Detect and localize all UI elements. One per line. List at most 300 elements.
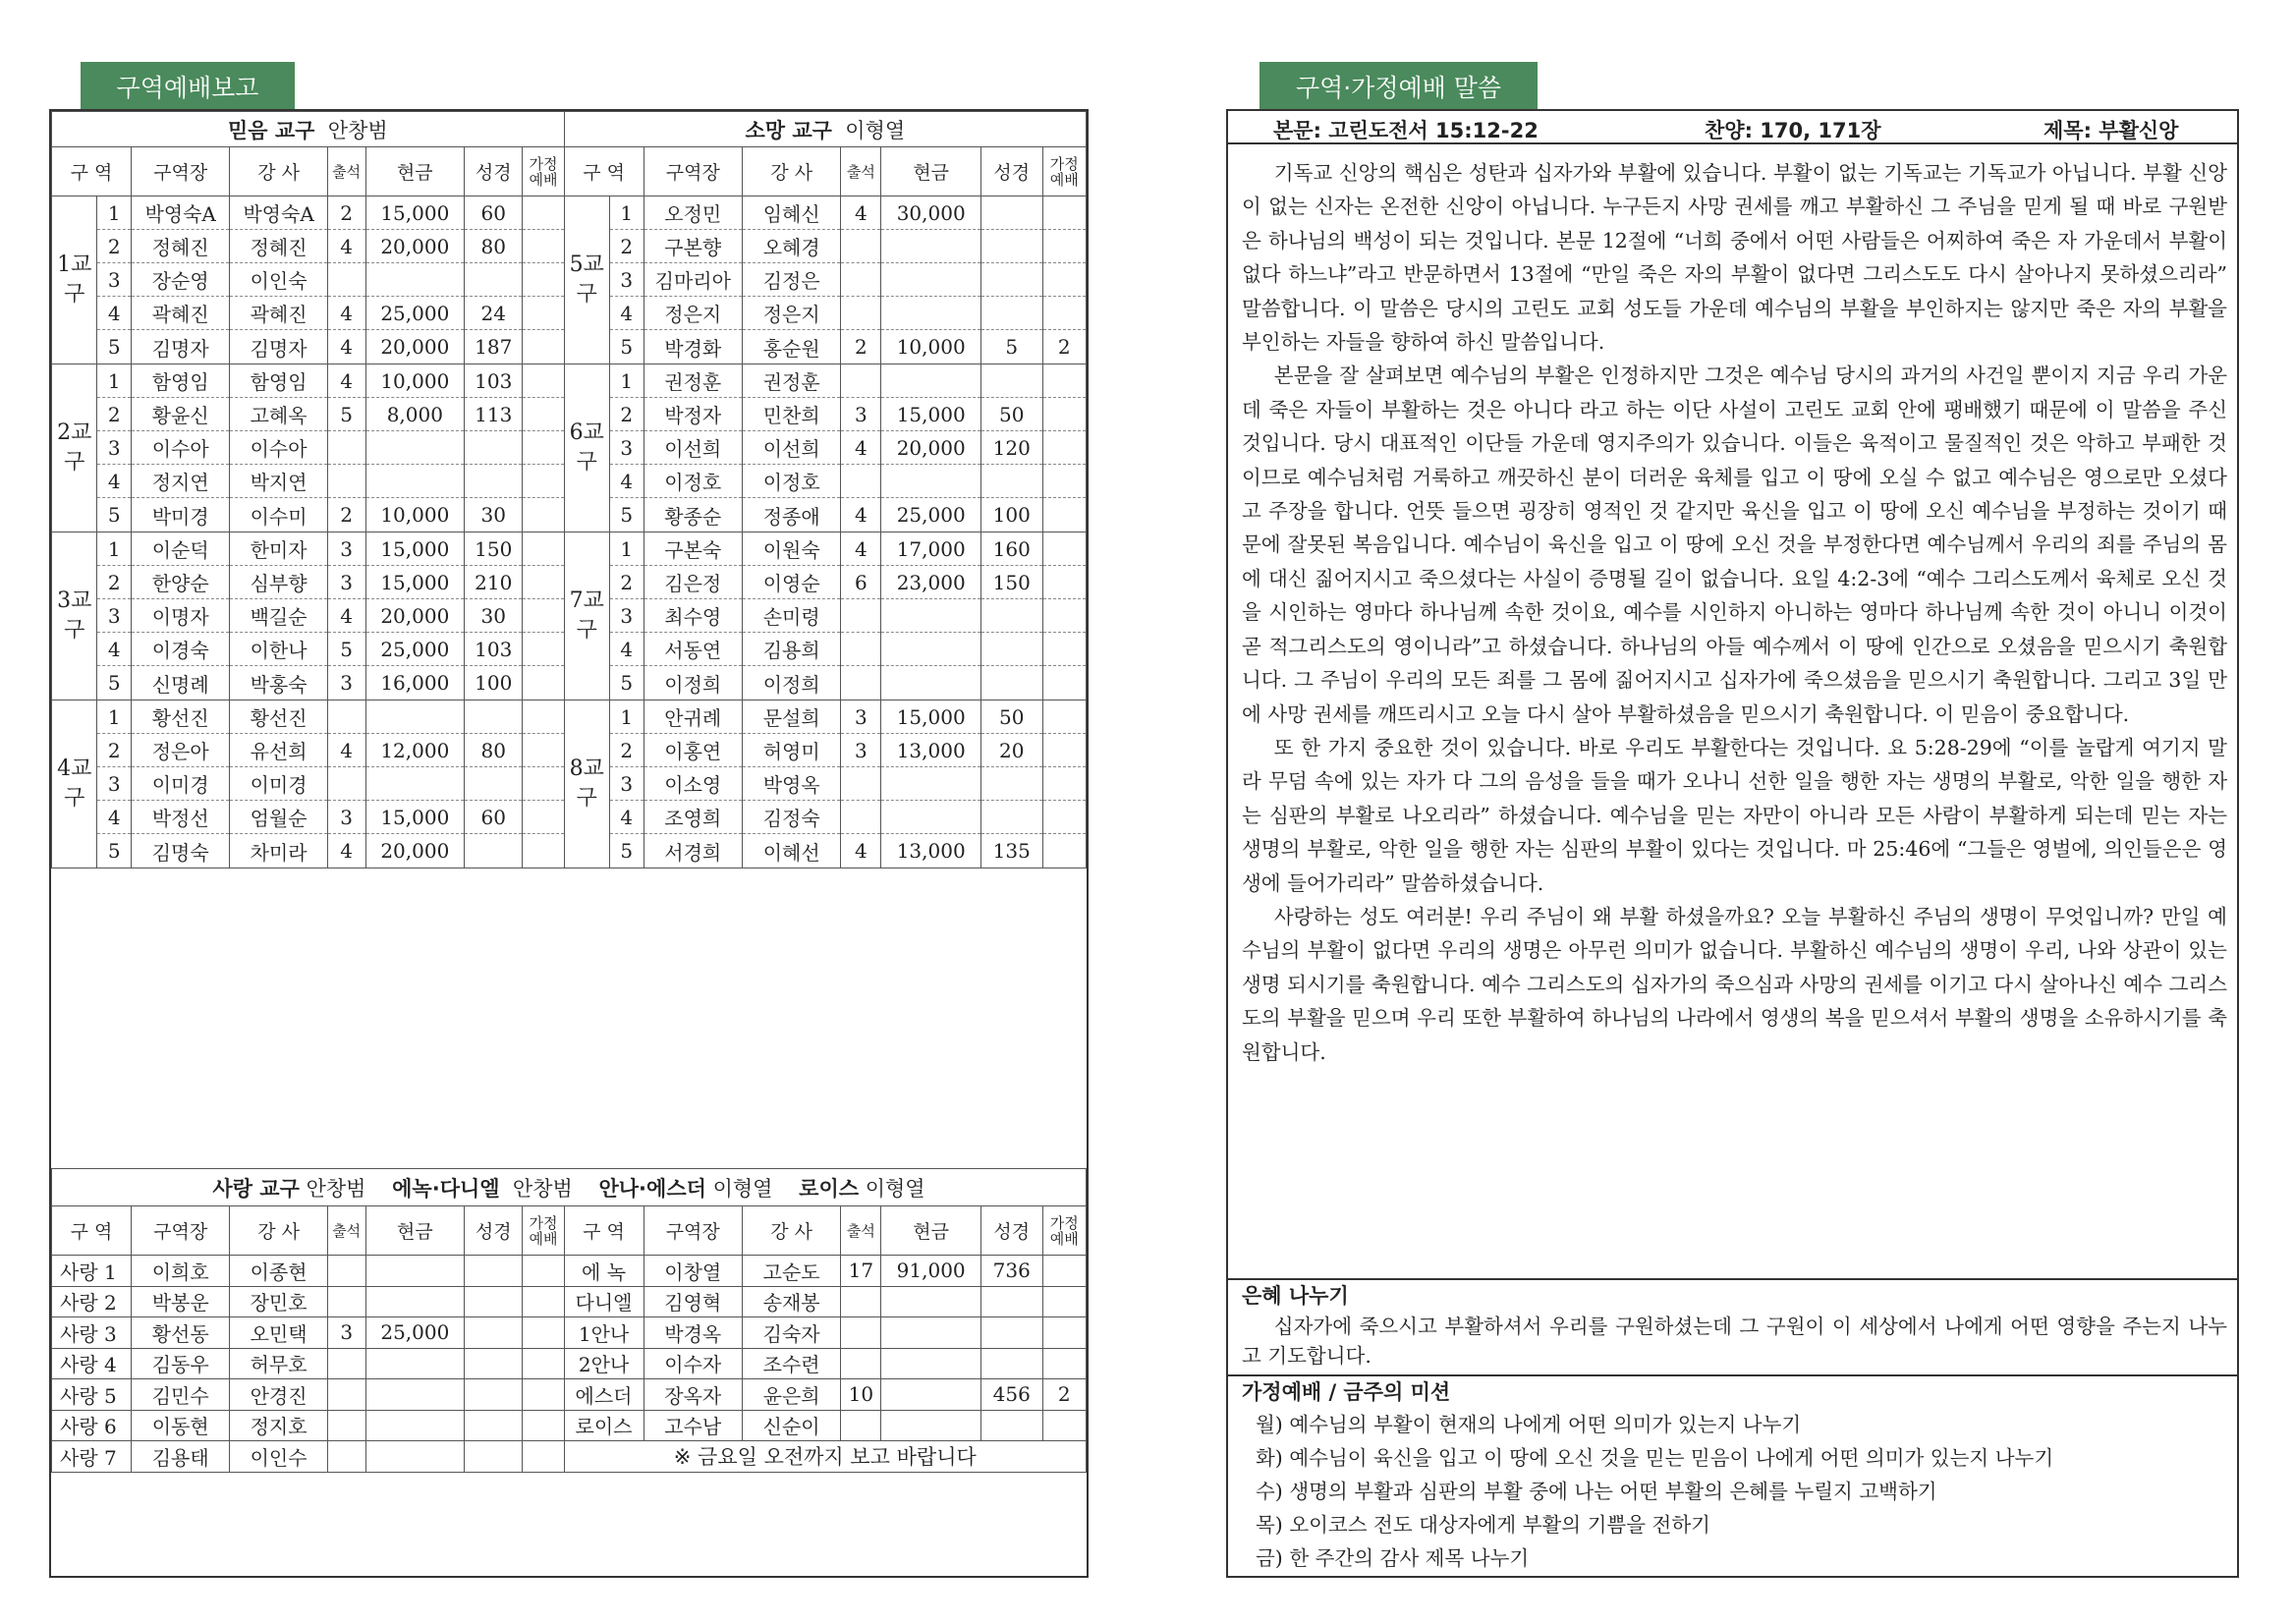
cell-n: 3 bbox=[97, 431, 132, 465]
gyogu-label: 6교구 bbox=[564, 364, 609, 532]
cell-gu2: 로이스 bbox=[564, 1410, 644, 1441]
cell-chul: 3 bbox=[327, 532, 365, 566]
header-gu: 구 역 bbox=[52, 147, 132, 196]
gyogu-label: 2교구 bbox=[52, 364, 97, 532]
cell-sung: 113 bbox=[465, 398, 523, 431]
cell-jang: 정지연 bbox=[131, 465, 229, 498]
cell-n2: 1 bbox=[610, 700, 644, 734]
table-row bbox=[52, 364, 1087, 398]
grace-title: 은혜 나누기 bbox=[1242, 1284, 1349, 1308]
cell-ga bbox=[523, 599, 564, 633]
cell-n2: 3 bbox=[610, 263, 644, 297]
cell-gangsa2: 정은지 bbox=[742, 297, 840, 330]
cell-n: 5 bbox=[97, 498, 132, 532]
cell-ga2 bbox=[1042, 498, 1086, 532]
cell-hyun: 15,000 bbox=[365, 532, 464, 566]
cell-ga bbox=[523, 1256, 564, 1287]
cell-gu2: 2안나 bbox=[564, 1348, 644, 1379]
header-gu: 구 역 bbox=[564, 147, 644, 196]
cell-gangsa: 곽혜진 bbox=[230, 297, 327, 330]
sermon-paragraph: 또 한 가지 중요한 것이 있습니다. 바로 우리도 부활한다는 것입니다. 요 5:28-29에 “이를 놀랍게 여기지 말라 무덤 속에 있는 자가 다 그의 음성을 들을 때가 오나니 선한 일을 행한 자는 생명의 부활로, 악한 일을 행한 자는 심판의 부활로 나오리라” 하셨습니다. 예수님을 믿는 자만이 아니라 모든 사람이 부활하게 되는데 믿는 자는 생명의 부활로, 악한 일을 행한 자는 심판의 부활이 있다는 것입니다. 마 25:46에 “그들은 영벌에, 의인들은은 영생에 들어가리라” 말씀하셨습니다. bbox=[1242, 735, 2227, 895]
cell-ga2 bbox=[1042, 599, 1086, 633]
cell-chul2 bbox=[841, 263, 881, 297]
cell-gangsa: 정혜진 bbox=[230, 230, 327, 263]
cell-ga bbox=[523, 801, 564, 834]
mission-item: 화) 예수님이 육신을 입고 이 땅에 오신 것을 믿는 믿음이 나에게 어떤 의미가 있는지 나누기 bbox=[1256, 1446, 2054, 1470]
cell-chul bbox=[327, 1348, 365, 1379]
cell-chul2 bbox=[841, 767, 881, 801]
cell-gangsa: 박지연 bbox=[230, 465, 327, 498]
cell-n: 4 bbox=[97, 801, 132, 834]
cell-jang: 이명자 bbox=[131, 599, 229, 633]
cell-sung2: 120 bbox=[980, 431, 1042, 465]
cell-sung bbox=[465, 1379, 523, 1411]
mission-list bbox=[1228, 1408, 2237, 1575]
cell-n2: 4 bbox=[610, 801, 644, 834]
cell-n2: 4 bbox=[610, 465, 644, 498]
cell-sung: 103 bbox=[465, 633, 523, 666]
cell-chul: 4 bbox=[327, 599, 365, 633]
cell-chul2 bbox=[841, 1348, 881, 1379]
cell-ga bbox=[523, 532, 564, 566]
cell-ga bbox=[523, 498, 564, 532]
cell-sung2 bbox=[980, 364, 1042, 398]
cell-hyun2 bbox=[881, 1410, 981, 1441]
cell-jang: 이경숙 bbox=[131, 633, 229, 666]
cell-n2: 1 bbox=[610, 364, 644, 398]
cell-ga bbox=[523, 297, 564, 330]
cell-ga2 bbox=[1042, 633, 1086, 666]
cell-chul bbox=[327, 767, 365, 801]
cell-chul bbox=[327, 1286, 365, 1317]
cell-ga bbox=[523, 263, 564, 297]
cell-jang2: 서경희 bbox=[644, 834, 742, 868]
cell-chul: 4 bbox=[327, 330, 365, 364]
cell-chul2 bbox=[841, 1286, 881, 1317]
cell-sung2 bbox=[980, 633, 1042, 666]
cell-jang2: 이정희 bbox=[644, 666, 742, 700]
sermon-paragraph: 사랑하는 성도 여러분! 우리 주님이 왜 부활 하셨을까요? 오늘 부활하신 주님의 생명이 무엇입니까? 만일 예수님의 부활이 없다면 우리의 생명은 아무런 의미가 없습니다. 부활하신 예수님의 생명이 우리, 나와 상관이 있는 생명 되시기를 축원합니다. 예수 그리스도의 십자가의 죽으심과 사망의 권세를 이기고 다시 살아나신 예수 그리스도의 부활을 믿으며 우리 또한 부활하여 하나님의 나라에서 영생의 복을 믿으셔서 부활의 생명을 소유하시기를 축원합니다. bbox=[1242, 904, 2227, 1064]
cell-sung2 bbox=[980, 230, 1042, 263]
header-sung: 성경 bbox=[980, 147, 1042, 196]
cell-ga2 bbox=[1042, 1256, 1086, 1287]
header-hyun: 현금 bbox=[365, 1206, 464, 1256]
cell-hyun2 bbox=[881, 666, 981, 700]
cell-n2: 5 bbox=[610, 498, 644, 532]
header-jang: 구역장 bbox=[644, 1206, 742, 1256]
header-sung: 성경 bbox=[465, 1206, 523, 1256]
cell-n2: 3 bbox=[610, 431, 644, 465]
cell-sung bbox=[465, 1317, 523, 1349]
cell-hyun: 20,000 bbox=[365, 834, 464, 868]
cell-gangsa: 이한나 bbox=[230, 633, 327, 666]
table-row bbox=[52, 1379, 1087, 1411]
cell-chul: 2 bbox=[327, 196, 365, 230]
cell-jang2: 구본향 bbox=[644, 230, 742, 263]
cell-hyun2: 15,000 bbox=[881, 700, 981, 734]
cell-hyun2 bbox=[881, 1317, 981, 1349]
cell-chul2 bbox=[841, 633, 881, 666]
cell-gangsa: 고혜옥 bbox=[230, 398, 327, 431]
cell-jang2: 안귀례 bbox=[644, 700, 742, 734]
header-sung: 성경 bbox=[465, 147, 523, 196]
header-gajeong: 가정 예배 bbox=[1042, 1206, 1086, 1256]
cell-chul2: 6 bbox=[841, 566, 881, 599]
cell-n: 2 bbox=[97, 230, 132, 263]
cell-gangsa: 엄월순 bbox=[230, 801, 327, 834]
cell-gangsa2: 김정숙 bbox=[742, 801, 840, 834]
cell-jang: 이동현 bbox=[131, 1410, 229, 1441]
cell-hyun2: 15,000 bbox=[881, 398, 981, 431]
header-jang: 구역장 bbox=[644, 147, 742, 196]
cell-hyun: 20,000 bbox=[365, 230, 464, 263]
cell-sung2: 50 bbox=[980, 398, 1042, 431]
cell-hyun2: 91,000 bbox=[881, 1256, 981, 1287]
cell-chul2: 3 bbox=[841, 734, 881, 767]
cell-hyun: 10,000 bbox=[365, 364, 464, 398]
cell-gangsa2: 이정희 bbox=[742, 666, 840, 700]
cell-chul2: 10 bbox=[841, 1379, 881, 1411]
cell-sung2 bbox=[980, 1286, 1042, 1317]
cell-hyun2: 23,000 bbox=[881, 566, 981, 599]
cell-sung: 30 bbox=[465, 599, 523, 633]
cell-n2: 2 bbox=[610, 734, 644, 767]
cell-n2: 5 bbox=[610, 330, 644, 364]
cell-sung bbox=[465, 700, 523, 734]
cell-sung2: 160 bbox=[980, 532, 1042, 566]
cell-chul: 4 bbox=[327, 834, 365, 868]
table-row bbox=[52, 196, 1087, 230]
header-chul: 출석 bbox=[841, 1206, 881, 1256]
cell-chul bbox=[327, 700, 365, 734]
table-row bbox=[52, 532, 1087, 566]
gyogu-label: 3교구 bbox=[52, 532, 97, 700]
cell-jang2: 정은지 bbox=[644, 297, 742, 330]
section-title-소망: 소망 교구 이형열 bbox=[564, 112, 1086, 147]
cell-chul2: 4 bbox=[841, 431, 881, 465]
cell-n2: 2 bbox=[610, 398, 644, 431]
cell-ga2 bbox=[1042, 834, 1086, 868]
cell-ga bbox=[523, 465, 564, 498]
cell-gangsa2: 임혜신 bbox=[742, 196, 840, 230]
cell-ga2 bbox=[1042, 364, 1086, 398]
cell-gangsa: 함영임 bbox=[230, 364, 327, 398]
header-chul: 출석 bbox=[841, 147, 881, 196]
cell-jang: 김민수 bbox=[131, 1379, 229, 1411]
cell-ga bbox=[523, 666, 564, 700]
sermon-passage: 본문: 고린도전서 15:12-22 bbox=[1273, 119, 1539, 142]
cell-jang: 김동우 bbox=[131, 1348, 229, 1379]
cell-jang2: 이수자 bbox=[644, 1348, 742, 1379]
cell-gangsa2: 이영순 bbox=[742, 566, 840, 599]
cell-hyun2 bbox=[881, 465, 981, 498]
cell-sung2 bbox=[980, 1410, 1042, 1441]
grace-sharing-box bbox=[1228, 1278, 2237, 1374]
cell-ga bbox=[523, 566, 564, 599]
cell-chul: 3 bbox=[327, 566, 365, 599]
cell-chul2: 17 bbox=[841, 1256, 881, 1287]
grace-text: 십자가에 죽으시고 부활하셔서 우리를 구원하셨는데 그 구원이 이 세상에서 나에게 어떤 영향을 주는지 나누고 기도합니다. bbox=[1242, 1315, 2227, 1368]
sermon-panel bbox=[1226, 109, 2239, 1578]
cell-gu2: 다니엘 bbox=[564, 1286, 644, 1317]
cell-jang: 이수아 bbox=[131, 431, 229, 465]
cell-gangsa2: 홍순원 bbox=[742, 330, 840, 364]
cell-sung bbox=[465, 834, 523, 868]
cell-n2: 5 bbox=[610, 834, 644, 868]
cell-gangsa: 차미라 bbox=[230, 834, 327, 868]
cell-hyun2 bbox=[881, 297, 981, 330]
cell-n: 4 bbox=[97, 297, 132, 330]
header-gangsa: 강 사 bbox=[742, 1206, 840, 1256]
cell-chul: 4 bbox=[327, 364, 365, 398]
mission-item: 수) 생명의 부활과 심판의 부활 중에 나는 어떤 부활의 은혜를 누릴지 고백하기 bbox=[1256, 1480, 1937, 1503]
cell-sung2: 5 bbox=[980, 330, 1042, 364]
cell-n: 2 bbox=[97, 398, 132, 431]
cell-gangsa2: 손미령 bbox=[742, 599, 840, 633]
cell-n2: 2 bbox=[610, 566, 644, 599]
cell-hyun bbox=[365, 465, 464, 498]
cell-jang: 이희호 bbox=[131, 1256, 229, 1287]
sermon-title: 제목: 부활신앙 bbox=[2043, 119, 2179, 142]
cell-ga bbox=[523, 1410, 564, 1441]
cell-chul2 bbox=[841, 1410, 881, 1441]
cell-hyun2 bbox=[881, 633, 981, 666]
cell-chul2: 4 bbox=[841, 498, 881, 532]
cell-sung: 24 bbox=[465, 297, 523, 330]
cell-sung: 150 bbox=[465, 532, 523, 566]
cell-ga2 bbox=[1042, 263, 1086, 297]
cell-sung2 bbox=[980, 666, 1042, 700]
cell-hyun bbox=[365, 1286, 464, 1317]
cell-chul2: 4 bbox=[841, 834, 881, 868]
cell-sung2: 20 bbox=[980, 734, 1042, 767]
cell-hyun: 15,000 bbox=[365, 566, 464, 599]
cell-sung: 80 bbox=[465, 230, 523, 263]
cell-chul2 bbox=[841, 666, 881, 700]
cell-hyun2: 17,000 bbox=[881, 532, 981, 566]
cell-n: 2 bbox=[97, 734, 132, 767]
cell-ga2 bbox=[1042, 767, 1086, 801]
cell-jang2: 고수남 bbox=[644, 1410, 742, 1441]
cell-gangsa: 이미경 bbox=[230, 767, 327, 801]
cell-hyun: 12,000 bbox=[365, 734, 464, 767]
header-gangsa: 강 사 bbox=[742, 147, 840, 196]
gyogu-label: 8교구 bbox=[564, 700, 609, 868]
cell-hyun bbox=[365, 1348, 464, 1379]
cell-chul: 4 bbox=[327, 734, 365, 767]
cell-gangsa2: 문설희 bbox=[742, 700, 840, 734]
cell-gu: 사랑 2 bbox=[52, 1286, 132, 1317]
cell-chul bbox=[327, 1256, 365, 1287]
cell-chul2: 3 bbox=[841, 700, 881, 734]
cell-gu2: 에 녹 bbox=[564, 1256, 644, 1287]
cell-gu: 사랑 6 bbox=[52, 1410, 132, 1441]
cell-ga2 bbox=[1042, 297, 1086, 330]
report-table-1 bbox=[51, 111, 1087, 868]
header-hyun: 현금 bbox=[881, 1206, 981, 1256]
cell-gangsa: 박영숙A bbox=[230, 196, 327, 230]
cell-ga bbox=[523, 1379, 564, 1411]
cell-gangsa: 김명자 bbox=[230, 330, 327, 364]
cell-n: 3 bbox=[97, 767, 132, 801]
cell-jang2: 서동연 bbox=[644, 633, 742, 666]
cell-hyun2: 25,000 bbox=[881, 498, 981, 532]
cell-chul2 bbox=[841, 364, 881, 398]
cell-ga2: 2 bbox=[1042, 1379, 1086, 1411]
cell-jang: 황윤신 bbox=[131, 398, 229, 431]
cell-sung: 210 bbox=[465, 566, 523, 599]
cell-ga2 bbox=[1042, 801, 1086, 834]
cell-gu: 사랑 4 bbox=[52, 1348, 132, 1379]
mission-box bbox=[1228, 1374, 2237, 1576]
cell-chul2: 2 bbox=[841, 330, 881, 364]
report-tab: 구역예배보고 bbox=[81, 62, 295, 110]
cell-gangsa: 한미자 bbox=[230, 532, 327, 566]
cell-chul2 bbox=[841, 599, 881, 633]
cell-jang: 정은아 bbox=[131, 734, 229, 767]
header-gajeong: 가정 예배 bbox=[523, 147, 564, 196]
cell-ga bbox=[523, 364, 564, 398]
cell-sung: 60 bbox=[465, 801, 523, 834]
cell-ga bbox=[523, 1441, 564, 1473]
cell-sung2 bbox=[980, 196, 1042, 230]
cell-jang2: 김마리아 bbox=[644, 263, 742, 297]
cell-hyun bbox=[365, 767, 464, 801]
cell-sung2 bbox=[980, 297, 1042, 330]
cell-jang: 김명자 bbox=[131, 330, 229, 364]
cell-chul2: 4 bbox=[841, 532, 881, 566]
cell-jang: 이미경 bbox=[131, 767, 229, 801]
cell-jang: 박정선 bbox=[131, 801, 229, 834]
cell-gu2: 에스더 bbox=[564, 1379, 644, 1411]
cell-hyun2 bbox=[881, 1348, 981, 1379]
cell-chul: 4 bbox=[327, 297, 365, 330]
cell-sung: 187 bbox=[465, 330, 523, 364]
cell-jang2: 오정민 bbox=[644, 196, 742, 230]
gyogu-label: 7교구 bbox=[564, 532, 609, 700]
cell-gangsa2: 오혜경 bbox=[742, 230, 840, 263]
cell-jang: 황선진 bbox=[131, 700, 229, 734]
cell-ga2 bbox=[1042, 1317, 1086, 1349]
cell-hyun bbox=[365, 431, 464, 465]
mission-item: 금) 한 주간의 감사 제목 나누기 bbox=[1256, 1546, 1530, 1570]
cell-chul2: 3 bbox=[841, 398, 881, 431]
cell-n2: 3 bbox=[610, 767, 644, 801]
cell-ga bbox=[523, 767, 564, 801]
cell-jang: 함영임 bbox=[131, 364, 229, 398]
report-table-2 bbox=[51, 1168, 1087, 1473]
mission-item: 목) 오이코스 전도 대상자에게 부활의 기쁨을 전하기 bbox=[1256, 1513, 1710, 1537]
table-row bbox=[52, 1410, 1087, 1441]
cell-ga2 bbox=[1042, 666, 1086, 700]
cell-ga2 bbox=[1042, 230, 1086, 263]
header-gangsa: 강 사 bbox=[230, 147, 327, 196]
cell-gangsa2: 이혜선 bbox=[742, 834, 840, 868]
cell-gangsa2: 권정훈 bbox=[742, 364, 840, 398]
cell-gangsa: 이종현 bbox=[230, 1256, 327, 1287]
cell-sung bbox=[465, 1441, 523, 1473]
cell-n2: 4 bbox=[610, 297, 644, 330]
cell-ga2 bbox=[1042, 1348, 1086, 1379]
cell-gangsa2: 이선희 bbox=[742, 431, 840, 465]
cell-chul: 3 bbox=[327, 1317, 365, 1349]
cell-gangsa2: 윤은희 bbox=[742, 1379, 840, 1411]
gyogu-label: 1교구 bbox=[52, 196, 97, 364]
cell-chul: 5 bbox=[327, 398, 365, 431]
cell-hyun2: 13,000 bbox=[881, 834, 981, 868]
cell-chul bbox=[327, 1441, 365, 1473]
cell-gangsa: 장민호 bbox=[230, 1286, 327, 1317]
cell-jang: 황선동 bbox=[131, 1317, 229, 1349]
header-gangsa: 강 사 bbox=[230, 1206, 327, 1256]
cell-hyun bbox=[365, 1379, 464, 1411]
cell-hyun bbox=[365, 1441, 464, 1473]
cell-jang2: 김은정 bbox=[644, 566, 742, 599]
cell-hyun: 25,000 bbox=[365, 633, 464, 666]
cell-jang2: 이소영 bbox=[644, 767, 742, 801]
cell-ga bbox=[523, 1348, 564, 1379]
cell-hyun2 bbox=[881, 263, 981, 297]
cell-hyun: 20,000 bbox=[365, 330, 464, 364]
cell-hyun2: 10,000 bbox=[881, 330, 981, 364]
cell-jang2: 박정자 bbox=[644, 398, 742, 431]
cell-chul: 3 bbox=[327, 666, 365, 700]
cell-jang2: 김영혁 bbox=[644, 1286, 742, 1317]
cell-ga2 bbox=[1042, 1410, 1086, 1441]
cell-ga2 bbox=[1042, 465, 1086, 498]
cell-n: 5 bbox=[97, 834, 132, 868]
cell-gangsa2: 신순이 bbox=[742, 1410, 840, 1441]
cell-jang2: 장옥자 bbox=[644, 1379, 742, 1411]
cell-gu: 사랑 5 bbox=[52, 1379, 132, 1411]
cell-gangsa2: 민찬희 bbox=[742, 398, 840, 431]
cell-hyun: 25,000 bbox=[365, 297, 464, 330]
cell-jang2: 권정훈 bbox=[644, 364, 742, 398]
header-jang: 구역장 bbox=[131, 1206, 229, 1256]
cell-n2: 5 bbox=[610, 666, 644, 700]
cell-sung2 bbox=[980, 801, 1042, 834]
cell-hyun2 bbox=[881, 767, 981, 801]
cell-n: 1 bbox=[97, 196, 132, 230]
cell-sung bbox=[465, 767, 523, 801]
cell-ga2 bbox=[1042, 196, 1086, 230]
cell-ga bbox=[523, 633, 564, 666]
cell-gangsa2: 허영미 bbox=[742, 734, 840, 767]
cell-n: 5 bbox=[97, 666, 132, 700]
header-gajeong: 가정 예배 bbox=[523, 1206, 564, 1256]
cell-hyun bbox=[365, 700, 464, 734]
sermon-header bbox=[1228, 111, 2237, 144]
cell-gangsa: 황선진 bbox=[230, 700, 327, 734]
cell-n2: 1 bbox=[610, 532, 644, 566]
cell-hyun: 8,000 bbox=[365, 398, 464, 431]
cell-chul bbox=[327, 465, 365, 498]
cell-n2: 2 bbox=[610, 230, 644, 263]
mission-title: 가정예배 / 금주의 미션 bbox=[1242, 1380, 1451, 1404]
cell-gangsa: 이수아 bbox=[230, 431, 327, 465]
cell-chul: 3 bbox=[327, 801, 365, 834]
cell-chul: 2 bbox=[327, 498, 365, 532]
cell-chul2 bbox=[841, 465, 881, 498]
cell-gangsa: 오민택 bbox=[230, 1317, 327, 1349]
cell-hyun2 bbox=[881, 1286, 981, 1317]
cell-ga bbox=[523, 834, 564, 868]
cell-sung bbox=[465, 465, 523, 498]
cell-sung2: 135 bbox=[980, 834, 1042, 868]
cell-n2: 1 bbox=[610, 196, 644, 230]
cell-gu2: 1안나 bbox=[564, 1317, 644, 1349]
cell-ga bbox=[523, 230, 564, 263]
